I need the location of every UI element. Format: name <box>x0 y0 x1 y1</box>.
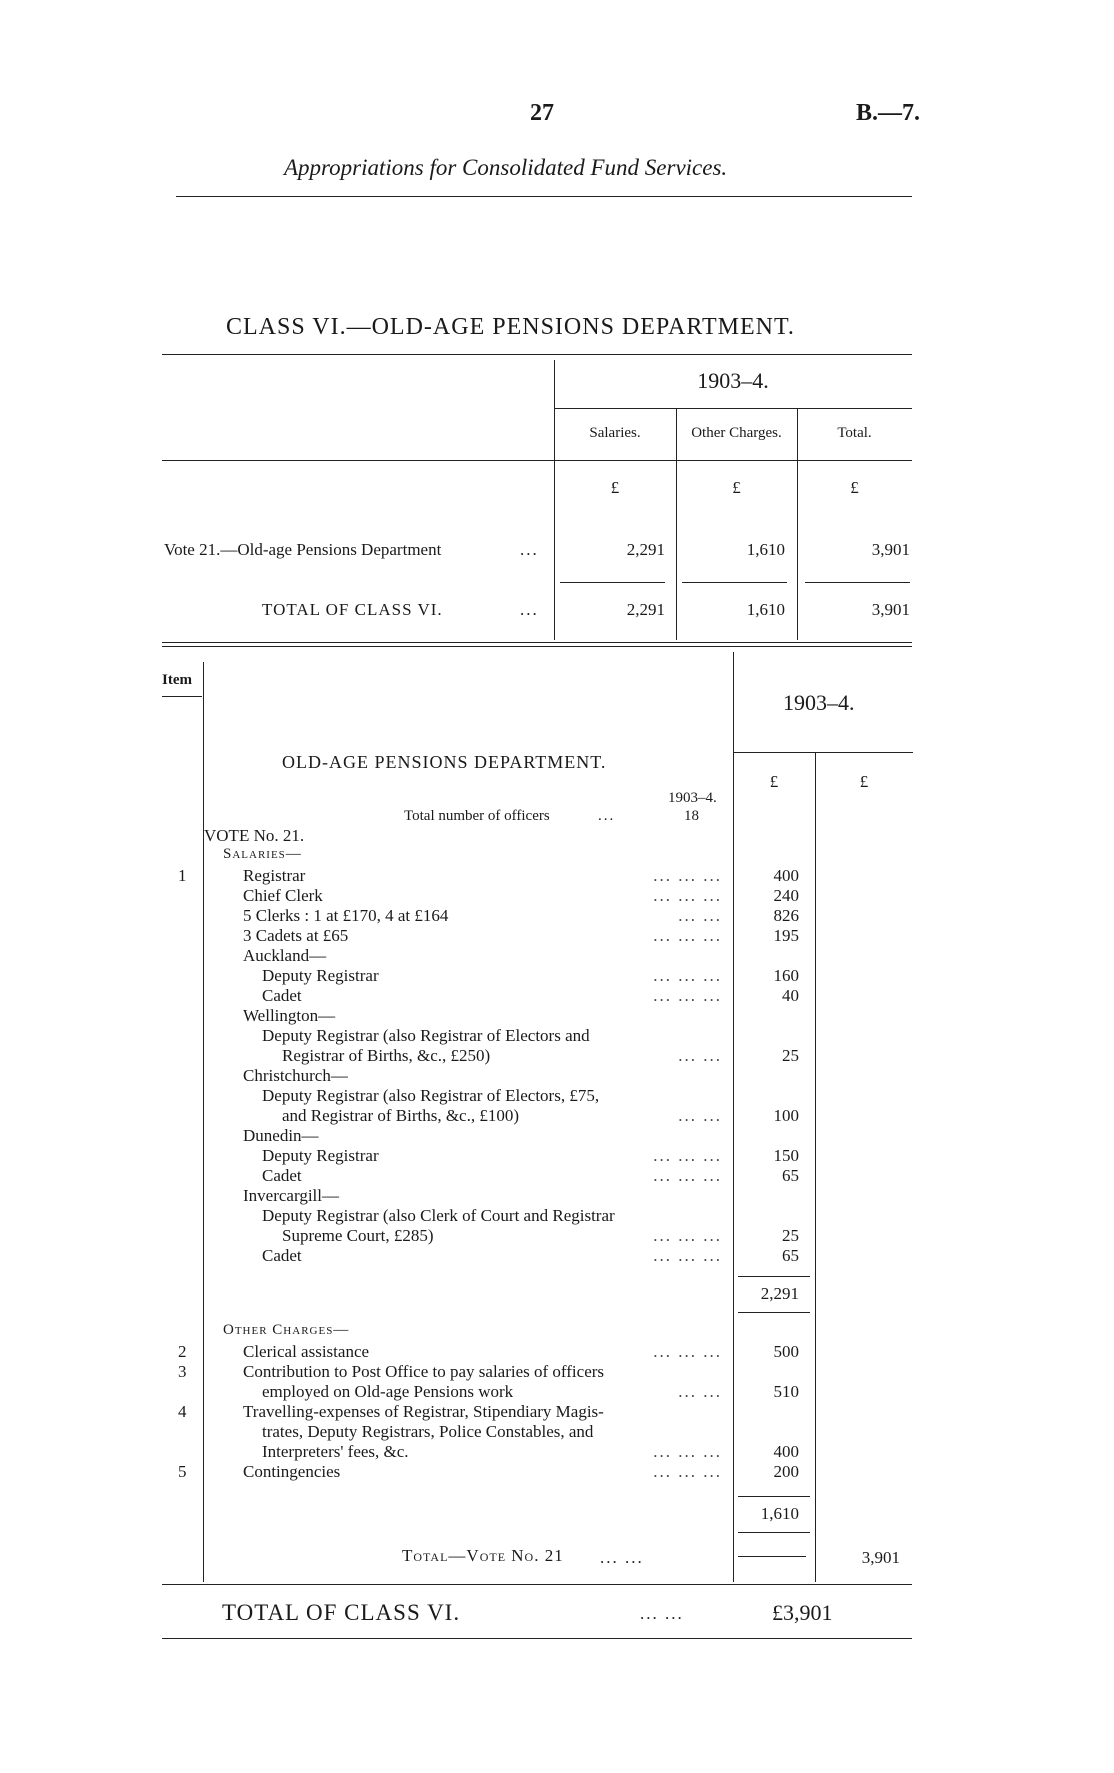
vote-total: 3,901 <box>861 1548 900 1567</box>
line-item-text: Chief Clerk <box>243 886 323 905</box>
summary-total-total: 3,901 <box>871 600 910 619</box>
running-title: Appropriations for Consolidated Fund Services. <box>284 155 728 180</box>
line-item-text: Registrar of Births, &c., £250) <box>282 1046 491 1065</box>
summary-vote-salaries: 2,291 <box>626 540 665 559</box>
vote-total-dots: ... ... <box>600 1548 644 1567</box>
line-item-text: Travelling-expenses of Registrar, Stipendiary Magis- <box>243 1402 604 1421</box>
summary-col-divider-1 <box>676 408 677 640</box>
salaries-heading: Salaries— <box>223 846 302 862</box>
item-number: 3 <box>178 1362 187 1381</box>
line-item-amount: 500 <box>773 1342 799 1361</box>
class-total: £3,901 <box>772 1600 833 1625</box>
line-item-text: Supreme Court, £285) <box>282 1226 434 1245</box>
line-item-text: Auckland— <box>243 946 327 965</box>
summary-currency-other: £ <box>732 478 741 497</box>
leader-dots: ... ... <box>678 1382 722 1401</box>
summary-currency-salaries: £ <box>610 478 620 497</box>
line-item-text: Interpreters' fees, &c. <box>262 1442 409 1461</box>
summary-total-dots: ... <box>520 600 539 619</box>
item-header-rule <box>162 696 202 697</box>
line-item-text: Contingencies <box>243 1462 341 1481</box>
leader-dots: ... ... ... <box>653 926 722 945</box>
document-reference: B.—7. <box>856 100 921 126</box>
header-rule <box>176 196 912 197</box>
officers-dots: ... <box>598 808 616 824</box>
summary-subtotal-rule-3 <box>805 582 910 583</box>
summary-col-divider-2 <box>797 408 798 640</box>
line-item-text: Cadet <box>262 1246 302 1265</box>
line-item-amount: 510 <box>773 1382 799 1401</box>
item-number: 5 <box>178 1462 187 1481</box>
item-column-header: Item <box>162 672 192 688</box>
line-item-text: Deputy Registrar (also Registrar of Electors, £75, <box>262 1086 600 1105</box>
line-item-text: 3 Cadets at £65 <box>243 926 349 945</box>
line-item-text: Invercargill— <box>243 1186 339 1205</box>
line-item-text: Clerical assistance <box>243 1342 370 1361</box>
page-number: 27 <box>530 100 554 126</box>
line-item-amount: 25 <box>782 1046 799 1065</box>
summary-total-other: 1,610 <box>746 600 785 619</box>
line-item-amount: 826 <box>773 906 799 925</box>
summary-top-rule <box>162 354 912 355</box>
officers-year: 1903–4. <box>668 790 717 806</box>
line-item-text: trates, Deputy Registrars, Police Constables, and <box>262 1422 594 1441</box>
summary-total-label: TOTAL OF CLASS VI. <box>262 600 443 619</box>
leader-dots: ... ... ... <box>653 1166 722 1185</box>
summary-vote-dots: ... <box>520 540 539 559</box>
officers-label: Total number of officers <box>404 808 550 824</box>
leader-dots: ... ... ... <box>653 866 722 885</box>
summary-total-salaries: 2,291 <box>626 600 665 619</box>
leader-dots: ... ... ... <box>653 966 722 985</box>
line-item-text: Registrar <box>243 866 306 885</box>
item-number: 1 <box>178 866 187 885</box>
detail-item-divider <box>203 662 204 1582</box>
line-item-text: Wellington— <box>243 1006 336 1025</box>
item-number: 2 <box>178 1342 187 1361</box>
officers-count: 18 <box>684 808 699 824</box>
leader-dots: ... ... <box>678 1106 722 1125</box>
vote-total-rule <box>738 1556 806 1557</box>
line-item-amount: 200 <box>773 1462 799 1481</box>
detail-total-divider <box>815 752 816 1582</box>
summary-title: CLASS VI.—OLD-AGE PENSIONS DEPARTMENT. <box>226 314 795 340</box>
other-subtotal-rule <box>738 1496 810 1497</box>
line-item-amount: 195 <box>773 926 799 945</box>
line-item-text: Dunedin— <box>243 1126 319 1145</box>
leader-dots: ... ... ... <box>653 1246 722 1265</box>
salaries-subtotal-underline <box>738 1312 810 1313</box>
leader-dots: ... ... <box>678 906 722 925</box>
line-item-amount: 400 <box>773 866 799 885</box>
line-item-text: Deputy Registrar (also Clerk of Court and Registrar <box>262 1206 615 1225</box>
summary-currency-total: £ <box>850 478 859 497</box>
line-item-text: Contribution to Post Office to pay salaries of officers <box>243 1362 605 1381</box>
line-item-text: employed on Old-age Pensions work <box>262 1382 514 1401</box>
detail-currency-total: £ <box>859 772 869 791</box>
summary-subtotal-rule-1 <box>560 582 665 583</box>
leader-dots: ... ... ... <box>653 1226 722 1245</box>
line-item-amount: 240 <box>773 886 799 905</box>
line-item-amount: 400 <box>773 1442 799 1461</box>
summary-subtotal-rule-2 <box>682 582 787 583</box>
salaries-subtotal: 2,291 <box>760 1284 799 1303</box>
summary-year: 1903–4. <box>697 368 769 393</box>
summary-col-total: Total. <box>837 425 872 441</box>
line-item-amount: 65 <box>782 1246 799 1265</box>
line-item-text: Cadet <box>262 986 302 1005</box>
class-total-dots: ... ... <box>640 1604 684 1623</box>
other-subtotal: 1,610 <box>760 1504 799 1523</box>
line-item-text: Deputy Registrar <box>262 1146 379 1165</box>
line-item-text: Deputy Registrar (also Registrar of Electors and <box>262 1026 590 1045</box>
line-item-amount: 100 <box>773 1106 799 1125</box>
class-total-label: TOTAL OF CLASS VI. <box>222 1600 461 1625</box>
summary-bottom-rule-b <box>162 646 912 647</box>
detail-dept-title: OLD-AGE PENSIONS DEPARTMENT. <box>282 752 607 772</box>
leader-dots: ... ... <box>678 1046 722 1065</box>
detail-year-rule <box>733 752 913 753</box>
vote-total-label: Total—Vote No. 21 <box>402 1546 564 1565</box>
salaries-subtotal-rule <box>738 1276 810 1277</box>
detail-currency-amount: £ <box>769 772 779 791</box>
line-item-amount: 25 <box>782 1226 799 1245</box>
summary-vote-other: 1,610 <box>746 540 785 559</box>
class-total-rule <box>162 1638 912 1639</box>
summary-label-divider <box>554 360 555 640</box>
summary-col-salaries: Salaries. <box>589 425 641 441</box>
line-item-text: Christchurch— <box>243 1066 348 1085</box>
other-charges-heading: Other Charges— <box>223 1322 350 1338</box>
line-item-amount: 150 <box>773 1146 799 1165</box>
line-item-amount: 160 <box>773 966 799 985</box>
detail-year: 1903–4. <box>783 690 855 715</box>
vote-heading: VOTE No. 21. <box>204 826 305 845</box>
leader-dots: ... ... ... <box>653 886 722 905</box>
summary-header-rule <box>162 460 912 461</box>
summary-col-other-charges: Other Charges. <box>691 425 782 441</box>
summary-vote-label: Vote 21.—Old-age Pensions Department <box>164 540 442 559</box>
leader-dots: ... ... ... <box>653 986 722 1005</box>
line-item-amount: 40 <box>782 986 799 1005</box>
summary-year-rule <box>554 408 912 409</box>
leader-dots: ... ... ... <box>653 1146 722 1165</box>
line-item-text: and Registrar of Births, &c., £100) <box>282 1106 520 1125</box>
line-item-text: 5 Clerks : 1 at £170, 4 at £164 <box>243 906 449 925</box>
line-item-text: Deputy Registrar <box>262 966 379 985</box>
detail-bottom-rule <box>162 1584 912 1585</box>
summary-vote-total: 3,901 <box>871 540 910 559</box>
leader-dots: ... ... ... <box>653 1342 722 1361</box>
summary-bottom-rule-a <box>162 642 912 643</box>
leader-dots: ... ... ... <box>653 1462 722 1481</box>
line-item-amount: 65 <box>782 1166 799 1185</box>
leader-dots: ... ... ... <box>653 1442 722 1461</box>
other-subtotal-underline <box>738 1532 810 1533</box>
line-item-text: Cadet <box>262 1166 302 1185</box>
item-number: 4 <box>178 1402 187 1421</box>
